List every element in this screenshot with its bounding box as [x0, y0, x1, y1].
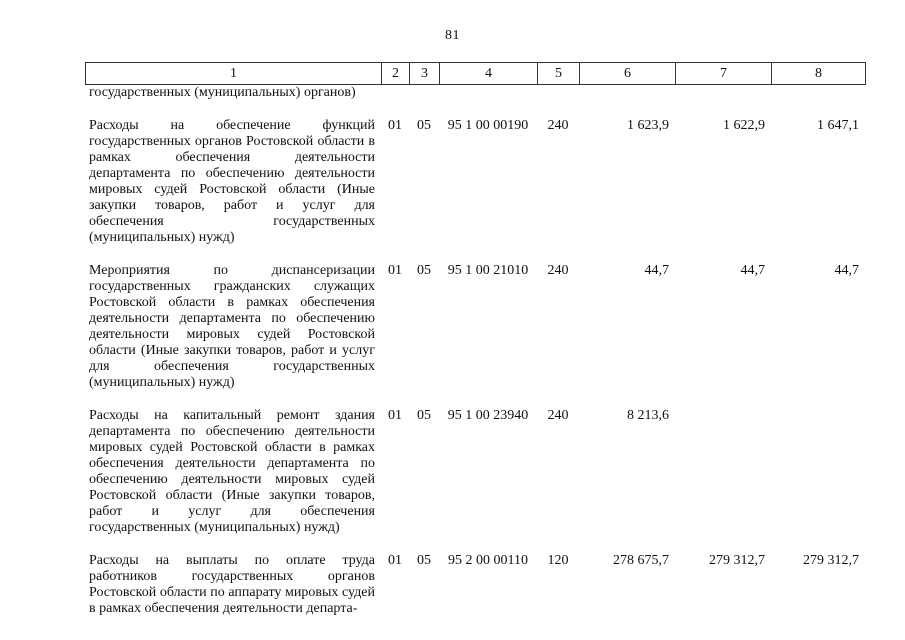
table-row	[85, 553, 865, 617]
table-row	[85, 408, 865, 553]
row-expense-type: 240	[547, 408, 569, 423]
row-subsection: 05	[417, 263, 431, 278]
row-section: 01	[388, 263, 402, 278]
row-amount-8	[771, 408, 865, 553]
row-name: Расходы на выплаты по оплате труда работников государственных органов Ростовской области по аппарату мировых судей в рамках обеспечения деятельности департа-	[89, 553, 375, 616]
header-cell-2: 2	[382, 63, 410, 85]
row-name: Мероприятия по диспансеризации государственных гражданских служащих Ростовской области в рамках обеспечения деятельности департамента по обеспечению деятельности мировых судей Ростовской области (Иные закупки товаров, работ и услуг для обеспечения государственных (муниципальных) нужд)	[89, 263, 375, 390]
header-row	[86, 63, 866, 85]
header-cell-1: 1	[86, 63, 382, 85]
header-cell-3: 3	[410, 63, 440, 85]
header-cell-5: 5	[538, 63, 580, 85]
row-amount-6: 278 675,7	[613, 553, 669, 568]
row-expense-type: 240	[547, 118, 569, 133]
row-amount-8: 1 647,1	[817, 118, 859, 133]
row-amount-7: 44,7	[740, 263, 765, 278]
header-cell-7: 7	[676, 63, 772, 85]
row-amount-8: 44,7	[834, 263, 859, 278]
row-section: 01	[388, 408, 402, 423]
table-header	[85, 62, 866, 85]
row-subsection	[409, 85, 439, 118]
row-amount-7: 1 622,9	[723, 118, 765, 133]
table-row	[85, 85, 865, 118]
row-subsection: 05	[417, 118, 431, 133]
row-subsection: 05	[417, 553, 431, 568]
row-section: 01	[388, 553, 402, 568]
row-subsection: 05	[417, 408, 431, 423]
row-section	[381, 85, 409, 118]
row-name: Расходы на капитальный ремонт здания департамента по обеспечению деятельности мировых судей Ростовской области в рамках обеспечения деятельности департамента по обеспечению деятельности мировых судей Ростовской области (Иные закупки товаров, работ и услуг для обеспечения государственных (муниципальных) нужд)	[89, 408, 375, 535]
row-target-code: 95 1 00 00190	[447, 118, 529, 133]
row-name: государственных (муниципальных) органов)	[89, 85, 356, 100]
row-amount-7	[675, 408, 771, 553]
row-amount-8	[771, 85, 865, 118]
row-amount-6: 1 623,9	[627, 118, 669, 133]
row-expense-type	[537, 85, 579, 118]
header-cell-6: 6	[580, 63, 676, 85]
budget-table	[85, 85, 865, 617]
row-target-code: 95 2 00 00110	[448, 553, 528, 568]
header-cell-8: 8	[772, 63, 866, 85]
row-amount-6: 8 213,6	[627, 408, 669, 423]
row-amount-6	[579, 85, 675, 118]
page-number: 81	[445, 28, 460, 43]
row-amount-7: 279 312,7	[709, 553, 765, 568]
row-target-code	[439, 85, 537, 118]
row-expense-type: 240	[547, 263, 569, 278]
row-expense-type: 120	[547, 553, 569, 568]
row-target-code: 95 1 00 21010	[447, 263, 529, 278]
row-section: 01	[388, 118, 402, 133]
table-row	[85, 263, 865, 408]
row-amount-6: 44,7	[644, 263, 669, 278]
header-cell-4: 4	[440, 63, 538, 85]
table-row	[85, 118, 865, 263]
row-target-code: 95 1 00 23940	[447, 408, 529, 423]
row-amount-8: 279 312,7	[803, 553, 859, 568]
row-amount-7	[675, 85, 771, 118]
row-name: Расходы на обеспечение функций государственных органов Ростовской области в рамках обеспечения деятельности департамента по обеспечению деятельности мировых судей Ростовской области (Иные закупки товаров, работ и услуг для обеспечения государственных (муниципальных) нужд)	[89, 118, 375, 245]
